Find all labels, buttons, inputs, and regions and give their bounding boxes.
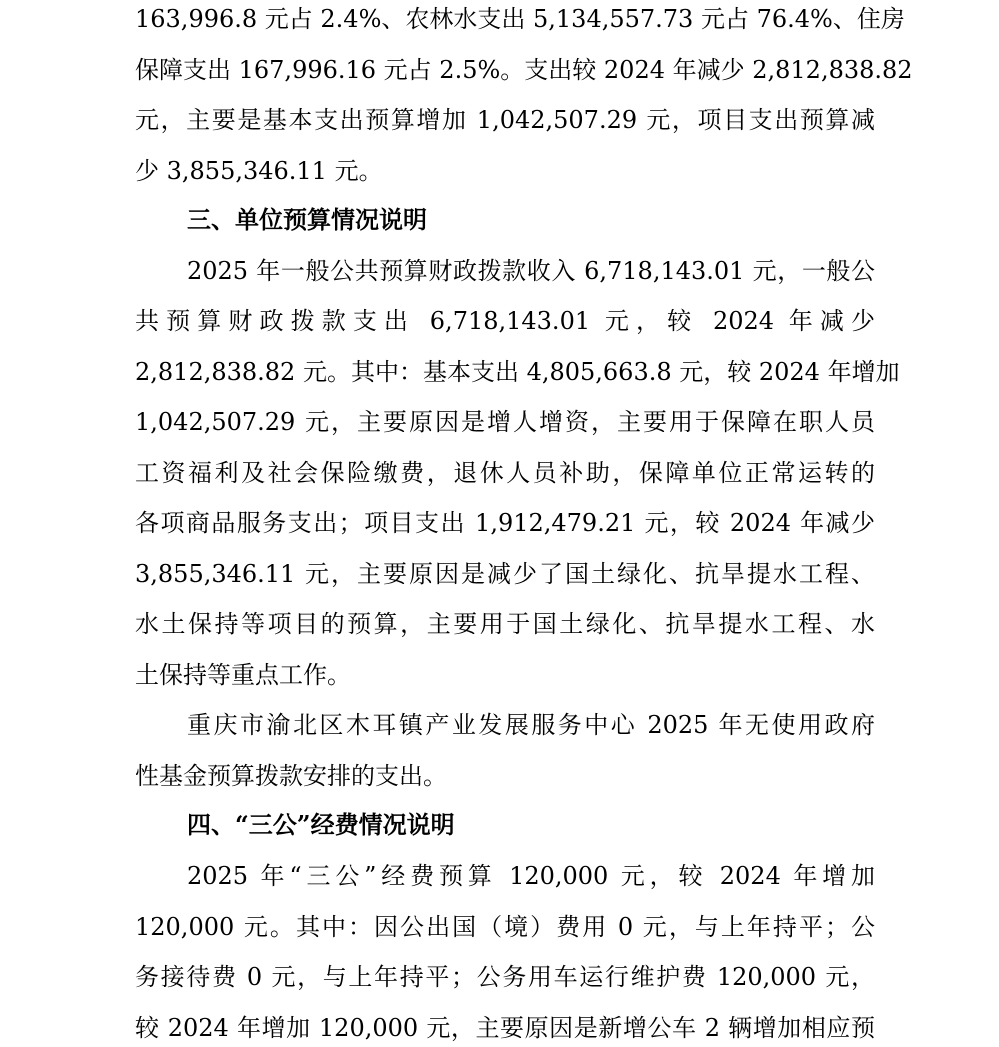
body-line-13: 水土保持等项目的预算，主要用于国土绿化、抗旱提水工程、水	[135, 610, 875, 638]
body-line-14: 土保持等重点工作。	[135, 661, 351, 689]
body-line-20: 务接待费 0 元，与上年持平；公务用车运行维护费 120,000 元，	[135, 963, 875, 991]
body-line-15: 重庆市渝北区木耳镇产业发展服务中心 2025 年无使用政府	[187, 711, 875, 739]
body-line-2: 保障支出 167,996.16 元占 2.5%。支出较 2024 年减少 2,812,838.82	[135, 56, 913, 84]
body-line-6: 2025 年一般公共预算财政拨款收入 6,718,143.01 元，一般公	[187, 257, 875, 285]
body-line-16: 性基金预算拨款安排的支出。	[135, 762, 447, 790]
body-line-11: 各项商品服务支出；项目支出 1,912,479.21 元，较 2024 年减少	[135, 509, 875, 537]
body-line-10: 工资福利及社会保险缴费，退休人员补助，保障单位正常运转的	[135, 459, 875, 487]
body-line-8: 2,812,838.82 元。其中：基本支出 4,805,663.8 元，较 2024 年增加	[135, 358, 900, 386]
body-line-18: 2025 年“三公”经费预算 120,000 元，较 2024 年增加	[187, 862, 875, 890]
body-line-3: 元，主要是基本支出预算增加 1,042,507.29 元，项目支出预算减	[135, 106, 875, 134]
body-line-21: 较 2024 年增加 120,000 元，主要原因是新增公车 2 辆增加相应预	[135, 1014, 875, 1042]
section-heading-4: 四、“三公”经费情况说明	[187, 810, 455, 839]
body-line-4: 少 3,855,346.11 元。	[135, 157, 383, 185]
section-heading-3: 三、单位预算情况说明	[187, 205, 427, 234]
body-line-9: 1,042,507.29 元，主要原因是增人增资，主要用于保障在职人员	[135, 408, 875, 436]
body-line-12: 3,855,346.11 元，主要原因是减少了国土绿化、抗旱提水工程、	[135, 560, 875, 588]
body-line-19: 120,000 元。其中：因公出国（境）费用 0 元，与上年持平；公	[135, 913, 875, 941]
body-line-7: 共预算财政拨款支出 6,718,143.01 元，较 2024 年减少	[135, 307, 875, 335]
body-line-1: 163,996.8 元占 2.4%、农林水支出 5,134,557.73 元占 76.4%、住房	[135, 5, 905, 33]
